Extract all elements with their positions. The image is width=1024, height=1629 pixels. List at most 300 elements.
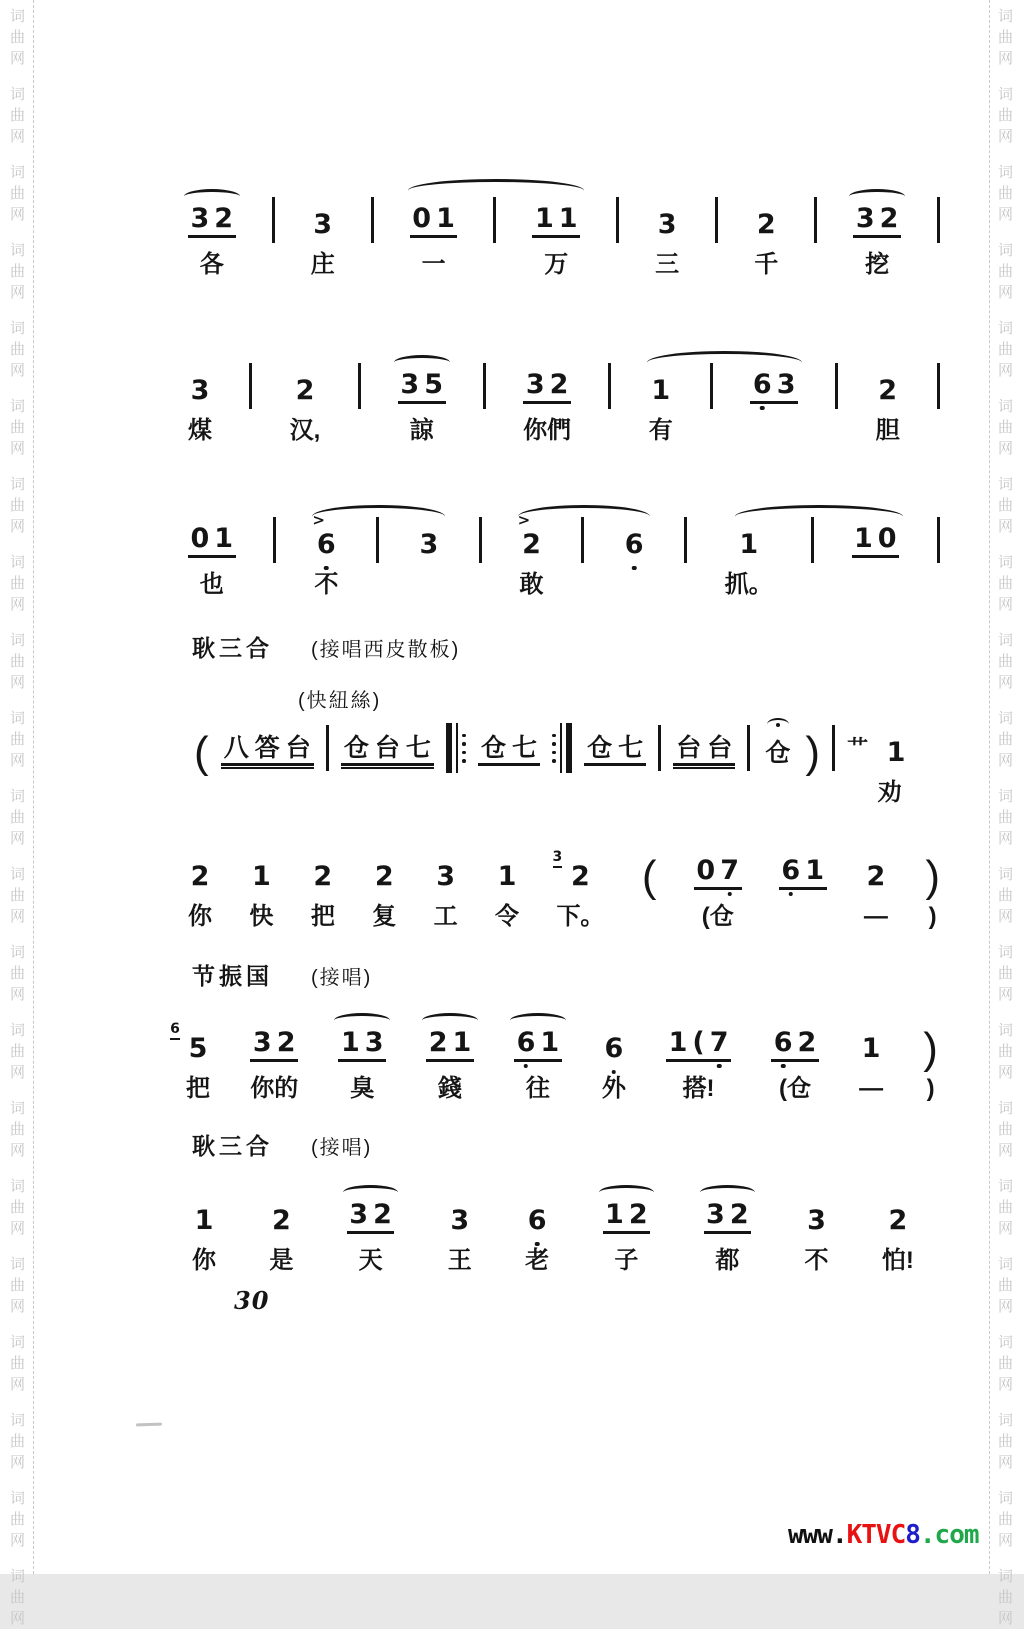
note-token [532,205,580,238]
watermark-8: 8 [905,1520,920,1550]
notes-area [694,848,742,890]
note-column [525,1192,549,1279]
lyric: 千 [754,251,779,278]
lyric: 敢 [519,571,544,598]
watermark-char: 曲 [997,575,1013,592]
watermark-group [10,786,25,849]
watermark-group [10,1254,25,1317]
jianpu-notes [398,371,446,404]
notes-area [311,196,335,238]
note-token [434,863,458,890]
watermark-group [998,864,1013,927]
note-column [446,724,466,811]
notes-area [552,724,572,766]
notes-area [188,196,236,238]
note-token [704,1201,752,1234]
dot [462,751,466,755]
jianpu-notes [250,1029,298,1062]
watermark-column-right [989,0,1021,1627]
barline-column [273,516,276,603]
note-token [338,1029,386,1062]
watermark-char: 网 [997,1610,1013,1627]
note-token [188,525,236,558]
watermark-group [10,240,25,303]
note-digit: 1 [436,203,455,234]
watermark-char: 曲 [997,29,1013,46]
barline [937,517,940,563]
note-digit: 1 [534,203,554,234]
note-token [694,857,742,890]
notes-area [311,848,335,890]
watermark-char: 曲 [9,1121,25,1138]
watermark-char: 网 [997,1142,1013,1159]
note-token [495,863,519,890]
watermark-char: 网 [997,362,1013,379]
note-digit: 2 [797,1027,817,1058]
note-token [250,1029,298,1062]
lyric: 老 [525,1247,550,1274]
jianpu-notes [805,1207,829,1234]
lyric: 一 [421,251,446,278]
lyric: 錢 [438,1075,463,1102]
note-digit: 0 [696,855,716,886]
note-column [311,848,335,935]
lyric: 子 [614,1247,639,1274]
lyric: — [859,1075,884,1102]
lyric: 你 [192,1247,216,1274]
notes-area [426,1020,474,1062]
note-digit: 3 [855,203,875,234]
notes-area [493,196,496,238]
note-column [478,724,540,811]
watermark-char: 曲 [997,653,1013,670]
note-digit: 1 [739,529,759,560]
note-digit: 2 [428,1027,448,1058]
notes-area [754,196,778,238]
notes-area [338,1020,386,1062]
watermark-group [998,318,1013,381]
watermark-char: 网 [997,518,1013,535]
watermark-char: 词 [9,1490,25,1507]
notes-area [341,724,434,766]
note-column [852,516,900,603]
note-token [269,1207,293,1234]
note-digit: 2 [522,529,541,560]
watermark-char: 词 [9,710,25,727]
watermark-char: 网 [9,1142,25,1159]
note-digit: 3 [349,1199,369,1230]
note-digit: 5 [188,1033,208,1064]
watermark-char: 曲 [997,1121,1013,1138]
watermark-char: 网 [9,284,25,301]
notes-area [249,362,252,404]
note-column [417,516,441,603]
watermark-char: 曲 [9,575,25,592]
watermark-char: 词 [997,86,1013,103]
watermark-char: 词 [997,398,1013,415]
watermark-char: 曲 [9,107,25,124]
barline-column [684,516,687,603]
notes-area [835,362,838,404]
watermark-char: 词 [997,1100,1013,1117]
note-digit: 3 [525,369,545,400]
notes-row [194,724,908,811]
notes-area [188,848,212,890]
lyric: 外 [601,1075,626,1102]
barline-column [811,516,814,603]
lyric: 你們 [523,417,572,444]
watermark-char: 曲 [9,653,25,670]
note-digit: 1 [194,1205,214,1236]
note-token [478,735,540,766]
parenthesis: ( [194,727,209,777]
watermark-group [10,84,25,147]
jianpu-notes [372,863,396,890]
watermark-char: 曲 [9,29,25,46]
jianpu-notes [478,735,540,766]
note-digit: 1 [805,855,824,886]
note-column [859,1020,883,1107]
parenthesis: ) [805,727,821,777]
note-digit: 2 [571,861,590,892]
note-digit: 七 [512,733,538,762]
repeat-sign-icon [446,723,466,773]
barline [747,725,750,771]
notes-area [250,1020,298,1062]
notes-area [293,362,317,404]
barline [835,363,838,409]
slur-arc [735,505,903,528]
note-digit: 2 [214,203,234,234]
note-column [347,1192,395,1279]
note-digit: 6 [624,529,644,560]
lyric: 臭 [350,1075,375,1102]
notes-area [525,1192,549,1234]
watermark-com: .com [919,1520,979,1550]
paren-column [805,724,820,811]
page-number: 30 [234,1286,270,1315]
notes-row [188,362,940,449]
watermark-char: 网 [997,908,1013,925]
notes-row [192,1192,914,1279]
note-column [426,1020,474,1107]
barline [832,725,835,771]
watermark-group [10,1488,25,1551]
watermark-char: 网 [9,50,25,67]
note-digit: 1 [340,1027,360,1058]
notes-area [371,196,374,238]
note-column [864,848,888,935]
free-meter-group [847,736,908,766]
lyric: — [863,903,888,930]
lyric: 汉, [289,417,321,444]
note-token [762,740,793,766]
barline-column [814,196,817,283]
watermark-char: 网 [997,440,1013,457]
jianpu-notes [694,857,742,890]
watermark-char: 词 [9,554,25,571]
note-token [250,863,274,890]
notes-area [832,724,835,766]
note-column [188,848,212,935]
jianpu-notes [186,1035,210,1062]
barline [658,725,661,771]
watermark-char: 网 [9,1220,25,1237]
notes-area [779,848,827,890]
jianpu-notes [314,531,338,558]
jianpu-notes [666,1029,731,1062]
watermark-group [998,162,1013,225]
barline-column [493,196,496,283]
jianpu-notes [704,1201,752,1234]
watermark-char: 曲 [997,1433,1013,1450]
watermark-char: 词 [9,788,25,805]
note-column [269,1192,293,1279]
lyric: 天 [358,1247,383,1274]
note-token [517,511,544,560]
watermark-char: 网 [997,1064,1013,1081]
dot [462,759,466,763]
watermark-group [10,1098,25,1161]
barline-column [616,196,619,283]
note-token [514,1029,562,1062]
music-line-4 [188,848,940,935]
watermark-char: 网 [997,830,1013,847]
notes-area [937,196,940,238]
watermark-char: 词 [997,1334,1013,1351]
tie-arc [184,189,240,204]
tie-arc [343,1185,399,1200]
watermark-char: 曲 [997,1355,1013,1372]
dot [552,759,556,763]
note-token [805,1207,829,1234]
notes-area [853,196,901,238]
note-column [552,724,572,811]
notes-area [269,1192,293,1234]
note-column [704,1192,752,1279]
note-digit: 台 [285,733,311,762]
dot [462,742,466,746]
note-digit: 1 [651,375,671,406]
barline-column [658,724,661,811]
speaker-row-1 [192,630,460,663]
note-token [192,1207,216,1234]
lyric: 你的 [250,1075,299,1102]
barline-column [581,516,584,603]
watermark-group [998,552,1013,615]
music-line-6 [192,1192,914,1279]
note-digit: 七 [618,733,644,762]
note-token [853,205,901,238]
note-token [347,1201,395,1234]
watermark-char: 网 [997,1220,1013,1237]
speaker-name: 耿三合 [192,1133,273,1159]
watermark-group [10,1410,25,1473]
jianpu-notes [602,1035,626,1062]
note-digit: 0 [190,523,210,554]
fermata-icon [767,718,789,731]
watermark-char: 词 [9,1334,25,1351]
watermark-group [10,552,25,615]
watermark-group [10,864,25,927]
jianpu-notes [417,531,441,558]
stage-direction: (接唱) [311,967,373,989]
lyric: 抓。 [724,571,773,598]
note-digit: 七 [405,733,431,762]
watermark-char: 网 [997,50,1013,67]
barline-column [710,362,713,449]
jianpu-notes [853,205,901,238]
note-token [221,735,314,766]
notes-area [170,1020,210,1064]
notes-area [876,362,900,404]
jianpu-notes [523,371,571,404]
watermark-char: 网 [9,1610,25,1627]
jianpu-notes [188,525,236,558]
note-token [398,371,446,404]
watermark-char: 网 [9,1298,25,1315]
parenthesis: ) [923,1023,938,1073]
watermark-group [998,942,1013,1005]
watermark-char: 词 [9,944,25,961]
note-digit: 仓 [587,733,613,762]
note-token [523,371,571,404]
note-column [448,1192,472,1279]
lyric: 王 [447,1247,472,1274]
note-column [666,1020,731,1107]
watermark-group [10,942,25,1005]
watermark-char: 词 [9,398,25,415]
percussion-line [194,724,908,811]
watermark-char: 网 [997,284,1013,301]
watermark-group [998,6,1013,69]
note-token [886,1207,910,1234]
lyric: 下。 [556,903,605,930]
notes-area [192,1192,216,1234]
note-token [188,863,212,890]
speaker-row-3 [192,1128,372,1161]
note-digit: 1 [214,523,234,554]
watermark-char: 曲 [997,1277,1013,1294]
note-token [293,377,317,404]
jianpu-notes [876,377,900,404]
note-token [311,863,335,890]
note-digit: 仓 [765,738,791,767]
accent-mark: > [312,511,325,529]
lyric: 劝 [877,779,902,806]
note-digit: 6 [781,855,801,886]
note-column [514,1020,562,1107]
watermark-char: 词 [9,1568,25,1585]
note-digit: 3 [436,861,456,892]
dot [552,734,556,738]
jianpu-notes [514,1029,562,1062]
repeat-sign-icon [552,723,572,773]
lyric: 工 [433,903,458,930]
note-token [779,857,827,890]
jianpu-notes [622,531,646,558]
watermark-group [10,708,25,771]
watermark-char: 网 [997,1532,1013,1549]
watermark-char: 网 [9,518,25,535]
jianpu-notes [737,531,761,558]
barline-column [483,362,486,449]
bar [566,723,572,773]
barline-column [937,362,940,449]
watermark-char: 网 [9,1532,25,1549]
jianpu-notes [250,863,274,890]
notes-area [886,1192,910,1234]
watermark-char: 词 [997,944,1013,961]
watermark-char: 网 [997,986,1013,1003]
jianpu-notes [269,1207,293,1234]
note-digit: 6 [752,369,772,400]
note-token [311,211,335,238]
bar [560,723,563,773]
note-digit: 2 [549,369,569,400]
note-column [192,1192,216,1279]
barline [616,197,619,243]
note-token [649,377,673,404]
note-column [725,516,773,603]
notes-area [771,1020,819,1062]
watermark-char: 词 [997,1022,1013,1039]
watermark-char: 词 [997,554,1013,571]
note-digit: 6 [527,1205,547,1236]
note-digit: 3 [776,369,796,400]
note-token [754,211,778,238]
barline-column [371,196,374,283]
notes-area [805,724,821,777]
notes-area [221,724,314,766]
watermark-char: 曲 [9,1589,25,1606]
watermark-char: 网 [997,206,1013,223]
notes-area [358,362,361,404]
jianpu-notes [779,857,827,890]
note-digit: 3 [190,203,210,234]
jianpu-notes [426,1029,474,1062]
jianpu-notes [221,735,314,766]
note-column [779,848,827,935]
lyric: 把 [310,903,335,930]
watermark-char: 曲 [9,965,25,982]
watermark-char: 词 [9,866,25,883]
watermark-char: 曲 [9,263,25,280]
note-token [622,531,646,558]
note-token [372,863,396,890]
barline [493,197,496,243]
jianpu-notes [525,1207,549,1234]
notes-area [434,848,458,890]
note-digit: 3 [657,209,677,240]
watermark-char: 曲 [997,419,1013,436]
note-digit: 2 [888,1205,908,1236]
barline [358,363,361,409]
dot [552,742,556,746]
watermark-char: 网 [997,1376,1013,1393]
note-token [884,739,908,766]
watermark-char: 词 [9,476,25,493]
music-line-5 [170,1020,938,1107]
watermark-group [998,1098,1013,1161]
note-token [170,1021,210,1064]
watermark-char: 曲 [9,1355,25,1372]
note-column [188,516,236,603]
watermark-char: 词 [9,164,25,181]
jianpu-notes [448,1207,472,1234]
music-line-3 [188,511,940,603]
jianpu-notes [771,1029,819,1062]
